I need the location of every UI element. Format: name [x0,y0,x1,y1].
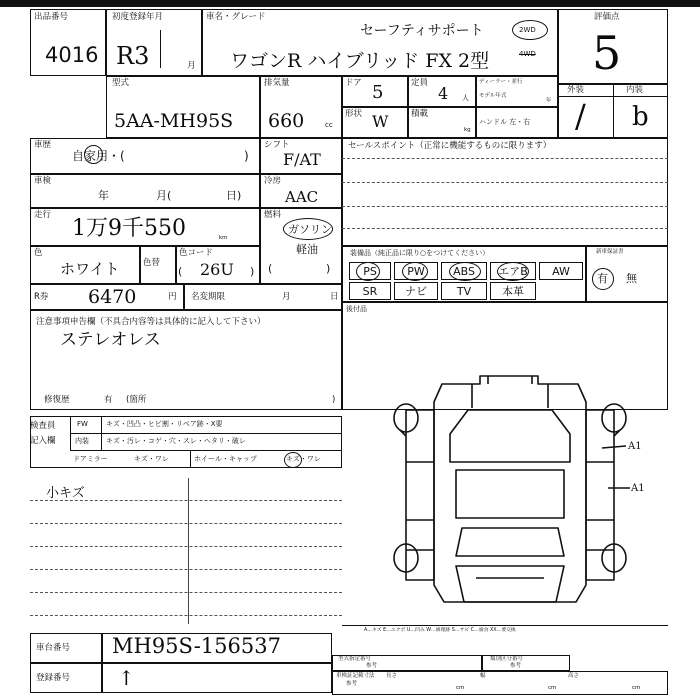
sales-line-3 [342,206,668,207]
diagram-mark-line-1 [602,446,626,448]
shift-value: F/AT [283,150,321,169]
notes-label: 注意事項申告欄（不具合内容等は具体的に記入して下さい） [36,317,266,327]
load-unit: kg [464,127,471,133]
warranty-label: 新車保証書 [596,249,624,255]
name-grade-label: 車名・グレード [206,12,266,22]
model-year-unit: 年 [546,98,552,104]
dims-label: 車検証記載寸法 [336,673,375,679]
equip-tv: TV [441,282,487,300]
use-cell [30,138,260,174]
color-value: ホワイト [60,260,120,278]
use-label: 車歴 [34,140,52,150]
comment-line-4 [30,569,342,570]
comment-line-5 [30,592,342,593]
type-cert-ref: 参考 [366,663,378,669]
use-private-circle [84,145,103,164]
recycle-label: R券 [34,292,49,302]
wheel-scratch-circle [284,452,302,468]
fuel-light-oil: 軽油 [296,243,318,256]
color-code-paren-close: ) [250,265,255,278]
inspector-row-line-2 [70,450,342,451]
mileage-unit: km [219,235,228,241]
displacement-label: 排気量 [264,78,290,88]
deadline-day-unit: 日 [330,292,339,302]
warranty-yes-circle [592,268,614,290]
mileage-label: 走行 [34,210,52,220]
sales-line-2 [342,182,668,183]
fuel-gasoline-circle [283,218,333,240]
width-unit: cm [548,685,557,691]
comment-value: 小キズ [46,486,85,501]
inspector-row-line-1 [70,433,342,434]
comment-line-3 [30,546,342,547]
inspection-year-unit: 年 [98,189,109,202]
drive-2wd-circle [512,20,548,40]
first-reg-divider [160,30,161,68]
diagram-mark-a1b: A1 [631,483,645,494]
use-paren-close: ) [244,149,249,163]
shift-label: シフト [264,140,290,150]
equip-aw: AW [539,262,583,280]
equip-sr: SR [349,282,391,300]
body-type-label: 形状 [345,109,363,119]
equip-abs: ABS [441,262,487,280]
diagram-mark-a1: A1 [628,441,642,452]
mileage-value: 1万9千550 [72,216,186,241]
width-label: 幅 [480,673,486,679]
color-code-label: 色コード [179,248,214,258]
score-label: 評価点 [594,12,620,22]
fuel-gasoline: ガソリン [288,223,332,236]
interior-value: b [632,102,649,132]
model-value: 5AA-MH95S [114,110,234,132]
lot-number: 4016 [45,43,99,67]
inspector-label-divider [70,416,71,450]
repair-paren: (箇所 [126,395,147,405]
diagram-right-side [586,410,614,580]
warranty-no: 無 [626,272,637,285]
fuel-paren-close: ) [326,262,331,275]
legend-rule [342,625,668,626]
sales-point-cell [342,138,668,246]
reg-value: ↑ [118,666,135,690]
lot-label: 出品番号 [34,12,69,22]
first-reg-year: R3 [116,42,150,70]
equip-pw-circle [402,262,428,281]
aircon-value: AAC [285,188,319,206]
dims-cell [332,671,668,695]
reg-value-cell [102,663,332,693]
equip-leather: 本革 [490,282,536,300]
aircon-label: 冷房 [264,176,282,186]
grade-line2: ワゴンR ハイブリッド FX 2型 [230,50,490,72]
diagram-windshield [450,410,570,462]
mirror-wheel-divider [190,450,191,468]
diagram-rear-window [456,528,564,556]
drive-4wd: 4WD [519,50,536,58]
diagram-left-side [406,410,434,580]
handle-label: ハンドル 左・右 [479,118,531,126]
repair-label: 修復歴 [44,395,70,405]
equip-pw: PW [394,262,438,280]
equip-airbag-circle [497,262,529,281]
inspector-label-2: 記入欄 [30,436,56,446]
fuel-paren-open: ( [268,262,273,275]
wheel-label: ホイール・キャップ [194,455,257,463]
displacement-unit: cc [325,121,333,129]
fw-items: キズ・凹凸・ヒビ割・リペア跡・X要 [106,420,223,428]
sales-line-4 [342,228,668,229]
inspection-label: 車検 [34,176,52,186]
equipment-label: 装備品（純正品に限り○をつけてください） [350,249,490,257]
first-reg-month-unit: 月 [187,61,196,71]
color-code-paren-open: ( [178,265,183,278]
doors-label: ドア [345,78,362,88]
deadline-label: 名変期限 [191,292,226,302]
inspection-month-unit: 月( [156,189,172,202]
equip-abs-circle [449,262,481,281]
notes-value: ステレオレス [60,330,161,350]
comment-line-2 [30,523,342,524]
warranty-yes: 有 [597,272,608,285]
grade-line1: セーフティサポート [360,23,484,39]
fw-label: FW [77,420,88,428]
diagram-roof [456,470,564,518]
exterior-value: / [575,97,586,135]
chassis-label: 車台番号 [36,643,71,653]
color-code-value: 26U [200,260,234,279]
model-label: 型式 [112,78,130,88]
dealer-label: ディーラー・並行 [479,79,523,85]
mirror-label: ドアミラー [73,455,108,463]
deadline-month-unit: 月 [282,292,291,302]
capacity-label: 定員 [411,78,429,88]
interior-check-items: キズ・汚レ・コゲ・穴・スレ・ヘタリ・破レ [106,437,246,445]
displacement-value: 660 [268,110,305,132]
model-year-label: モデル年式 [479,93,507,99]
inspection-day-unit: 日) [226,189,242,202]
repair-close: ) [332,395,336,405]
comment-line-1 [30,500,342,501]
vehicle-diagram [380,370,650,625]
recycle-yen-unit: 円 [168,292,177,302]
recycle-value: 6470 [88,286,137,308]
fuel-label: 燃料 [264,210,282,220]
first-reg-label: 初度登録年月 [112,12,164,22]
inspector-label-1: 検査員 [30,421,56,431]
length-label: 長さ [386,673,398,679]
doors-value: 5 [372,82,384,103]
mirror-items: キズ・ワレ [134,455,169,463]
after-fit-label: 後付品 [346,305,367,313]
interior-label: 内装 [626,85,644,95]
class-label: 類別区分番号 [490,656,524,662]
equip-airbag: エアB [490,262,536,280]
exterior-interior-divider [613,84,614,138]
inspector-col-divider [101,416,102,450]
color-change-label: 色替 [143,258,161,268]
load-label: 積載 [411,109,429,119]
exterior-label: 外装 [567,85,585,95]
height-unit: cm [632,685,641,691]
equip-ps-circle [356,262,380,281]
comment-line-6 [30,615,342,616]
color-label: 色 [34,248,43,258]
equip-ps: PS [349,262,391,280]
reg-label: 登録番号 [36,673,71,683]
score-value: 5 [592,26,622,80]
dims-ref: 参考 [346,681,358,687]
repair-yes: 有 [104,395,113,405]
body-type-value: W [372,112,389,131]
equip-navi: ナビ [394,282,438,300]
use-value: 自家用・( [72,149,125,163]
wheel-items: キズ・ワレ [286,455,321,463]
type-cert-label: 型式指定番号 [338,656,372,662]
drive-2wd: 2WD [519,26,536,34]
chassis-value: MH95S-156537 [112,634,281,658]
interior-check-label: 内装 [75,437,89,445]
diagram-legend: A…キズ E…エクボ U…凹み W…修理跡 S…サビ C…腐食 XX…要交換 [364,628,516,633]
top-band [0,0,700,7]
class-ref: 参考 [510,663,522,669]
height-label: 高さ [568,673,580,679]
capacity-value: 4 [438,84,449,103]
sales-line-1 [342,158,668,159]
capacity-unit: 人 [462,94,469,102]
length-unit: cm [456,685,465,691]
sales-point-label: セールスポイント（正常に機能するものに限ります） [348,141,552,151]
